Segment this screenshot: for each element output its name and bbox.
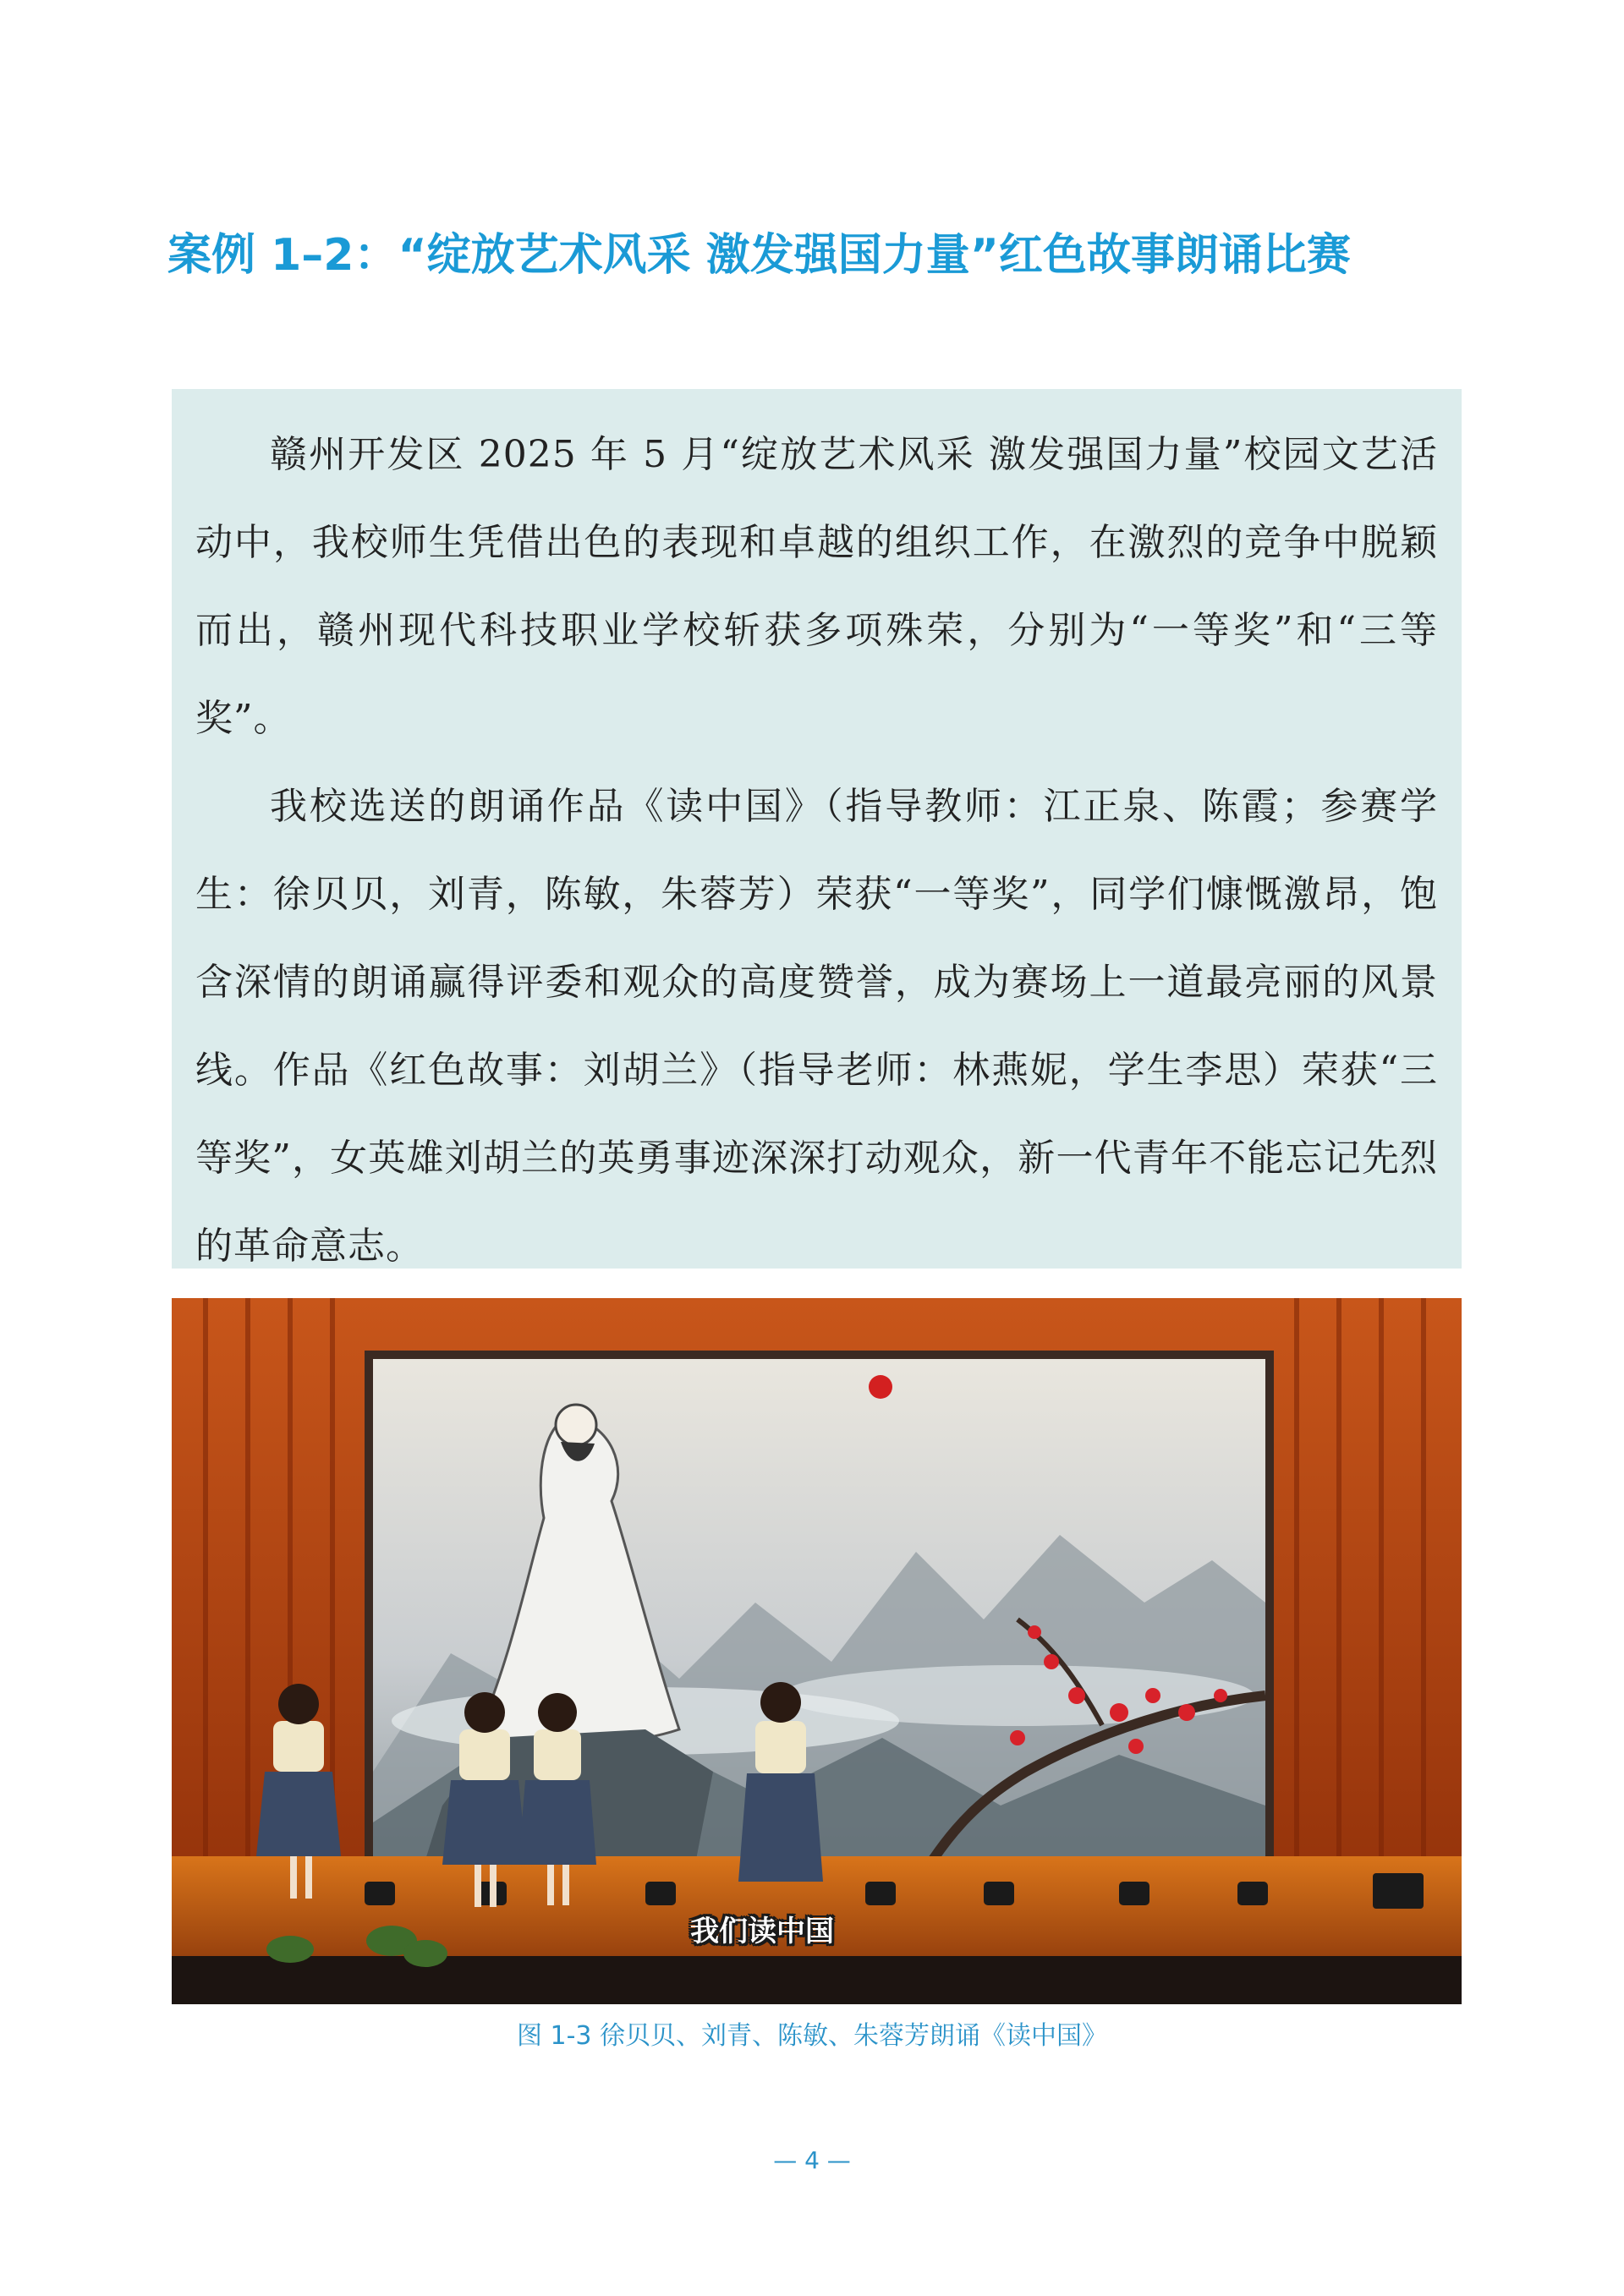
case-heading: 案例 1–2：“绽放艺术风采 激发强国力量”红色故事朗诵比赛 bbox=[167, 230, 1351, 281]
stage-illustration bbox=[172, 1298, 1462, 2004]
paragraph-1: 赣州开发区 2025 年 5 月“绽放艺术风采 激发强国力量”校园文艺活动中，我校师生凭借出色的表现和卓越的组织工作，在激烈的竞争中脱颖而出，赣州现代科技职业学校斩获多项殊荣，分别为“一等奖”和“三等奖”。 bbox=[195, 433, 1438, 740]
figure-caption: 图 1-3 徐贝贝、刘青、陈敏、朱蓉芳朗诵《读中国》 bbox=[516, 2021, 1108, 2051]
page-number: — 4 — bbox=[773, 2146, 851, 2174]
paragraph-2: 我校选送的朗诵作品《读中国》（指导教师：江正泉、陈霞；参赛学生：徐贝贝，刘青，陈敏，朱蓉芳）荣获“一等奖”，同学们慷慨激昂，饱含深情的朗诵赢得评委和观众的高度赞誉，成为赛场上一道最亮丽的风景线。作品《红色故事：刘胡兰》（指导老师：林燕妮，学生李思）荣获“三等奖”，女英雄刘胡兰的英勇事迹深深打动观众，新一代青年不能忘记先烈的革命意志。 bbox=[195, 785, 1438, 1268]
stage-photo bbox=[172, 1298, 1462, 2004]
text-box bbox=[172, 389, 1462, 1269]
video-subtitle: 我们读中国 bbox=[690, 1915, 834, 1948]
